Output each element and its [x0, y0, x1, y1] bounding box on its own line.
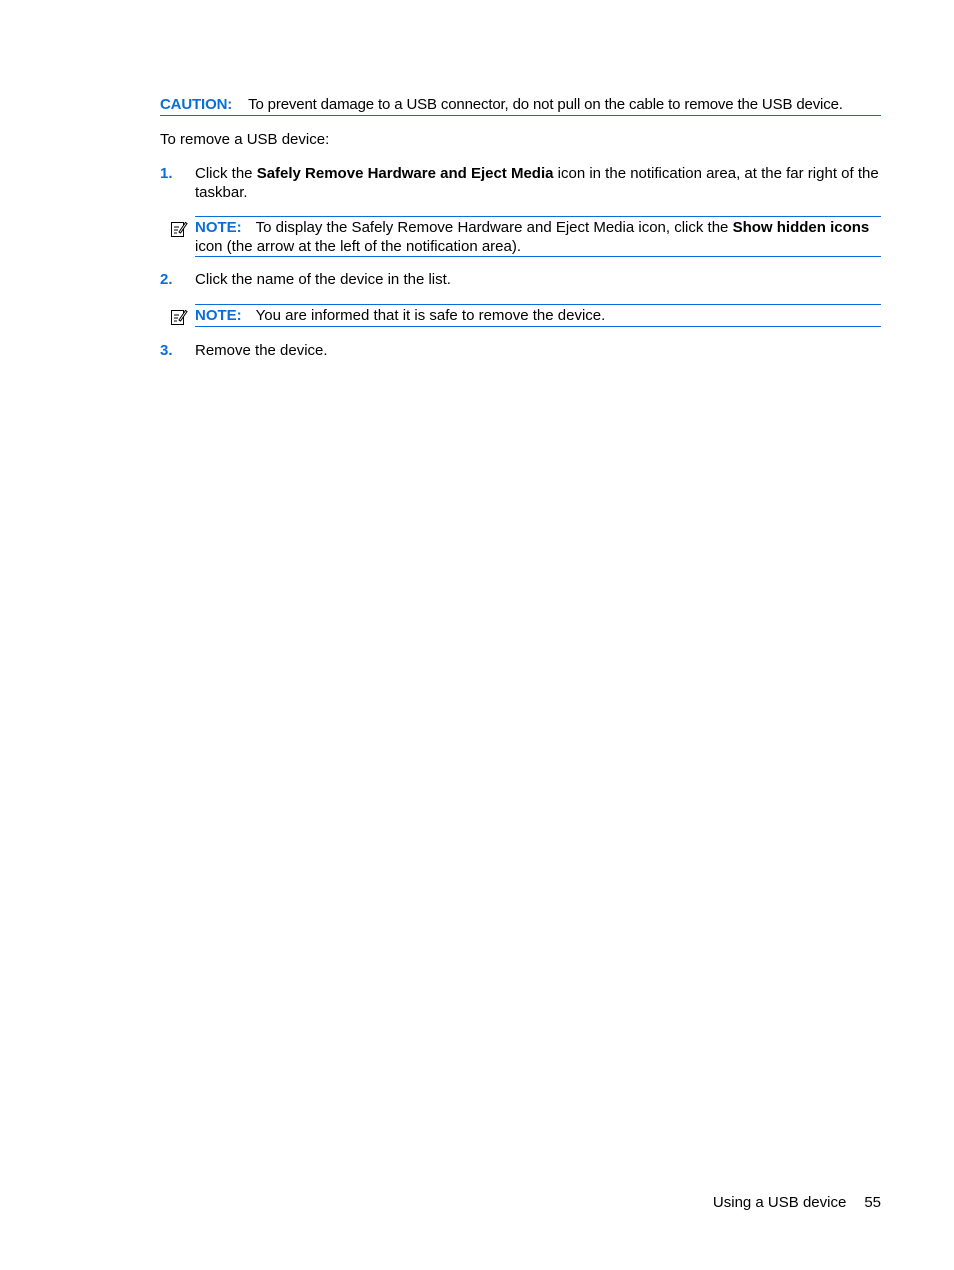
- footer-section-title: Using a USB device: [712, 1194, 847, 1211]
- note-label: NOTE:: [195, 219, 242, 236]
- note-text-before: To display the Safely Remove Hardware and Eject Media icon, click the: [255, 219, 733, 236]
- caution-text: To prevent damage to a USB connector, do not pull on the cable to remove the USB device.: [248, 96, 843, 113]
- step-1: [160, 164, 881, 204]
- note-box: [195, 216, 881, 257]
- step-text: Remove the device.: [195, 342, 328, 359]
- step-number: 3.: [160, 342, 173, 359]
- note-body: You are informed that it is safe to remove the device.: [255, 307, 606, 324]
- step-number: 1.: [160, 165, 173, 182]
- step-text-before: Click the: [195, 165, 257, 182]
- note-bold-term: Show hidden icons: [732, 219, 870, 236]
- intro-text: To remove a USB device:: [160, 131, 330, 148]
- note-text: [195, 305, 881, 326]
- step-text: Click the name of the device in the list.: [195, 271, 451, 288]
- step-3: [160, 341, 881, 361]
- page-number: 55: [864, 1194, 881, 1211]
- note-pencil-icon: [170, 308, 188, 326]
- note-box: [195, 304, 881, 327]
- caution-box: [160, 95, 881, 116]
- note-pencil-icon: [170, 220, 188, 238]
- step-bold-term: Safely Remove Hardware and Eject Media: [256, 165, 554, 182]
- note-text: [195, 217, 881, 257]
- step-text: [195, 164, 881, 202]
- step-text-after: icon in the notification area, at the far right of the taskbar.: [195, 165, 879, 201]
- note-text-after: icon (the arrow at the left of the notification area).: [195, 238, 522, 255]
- caution-label: CAUTION:: [160, 96, 233, 113]
- note-label: NOTE:: [195, 307, 242, 324]
- page-footer: [713, 1193, 881, 1212]
- step-2: [160, 270, 881, 290]
- step-number: 2.: [160, 271, 173, 288]
